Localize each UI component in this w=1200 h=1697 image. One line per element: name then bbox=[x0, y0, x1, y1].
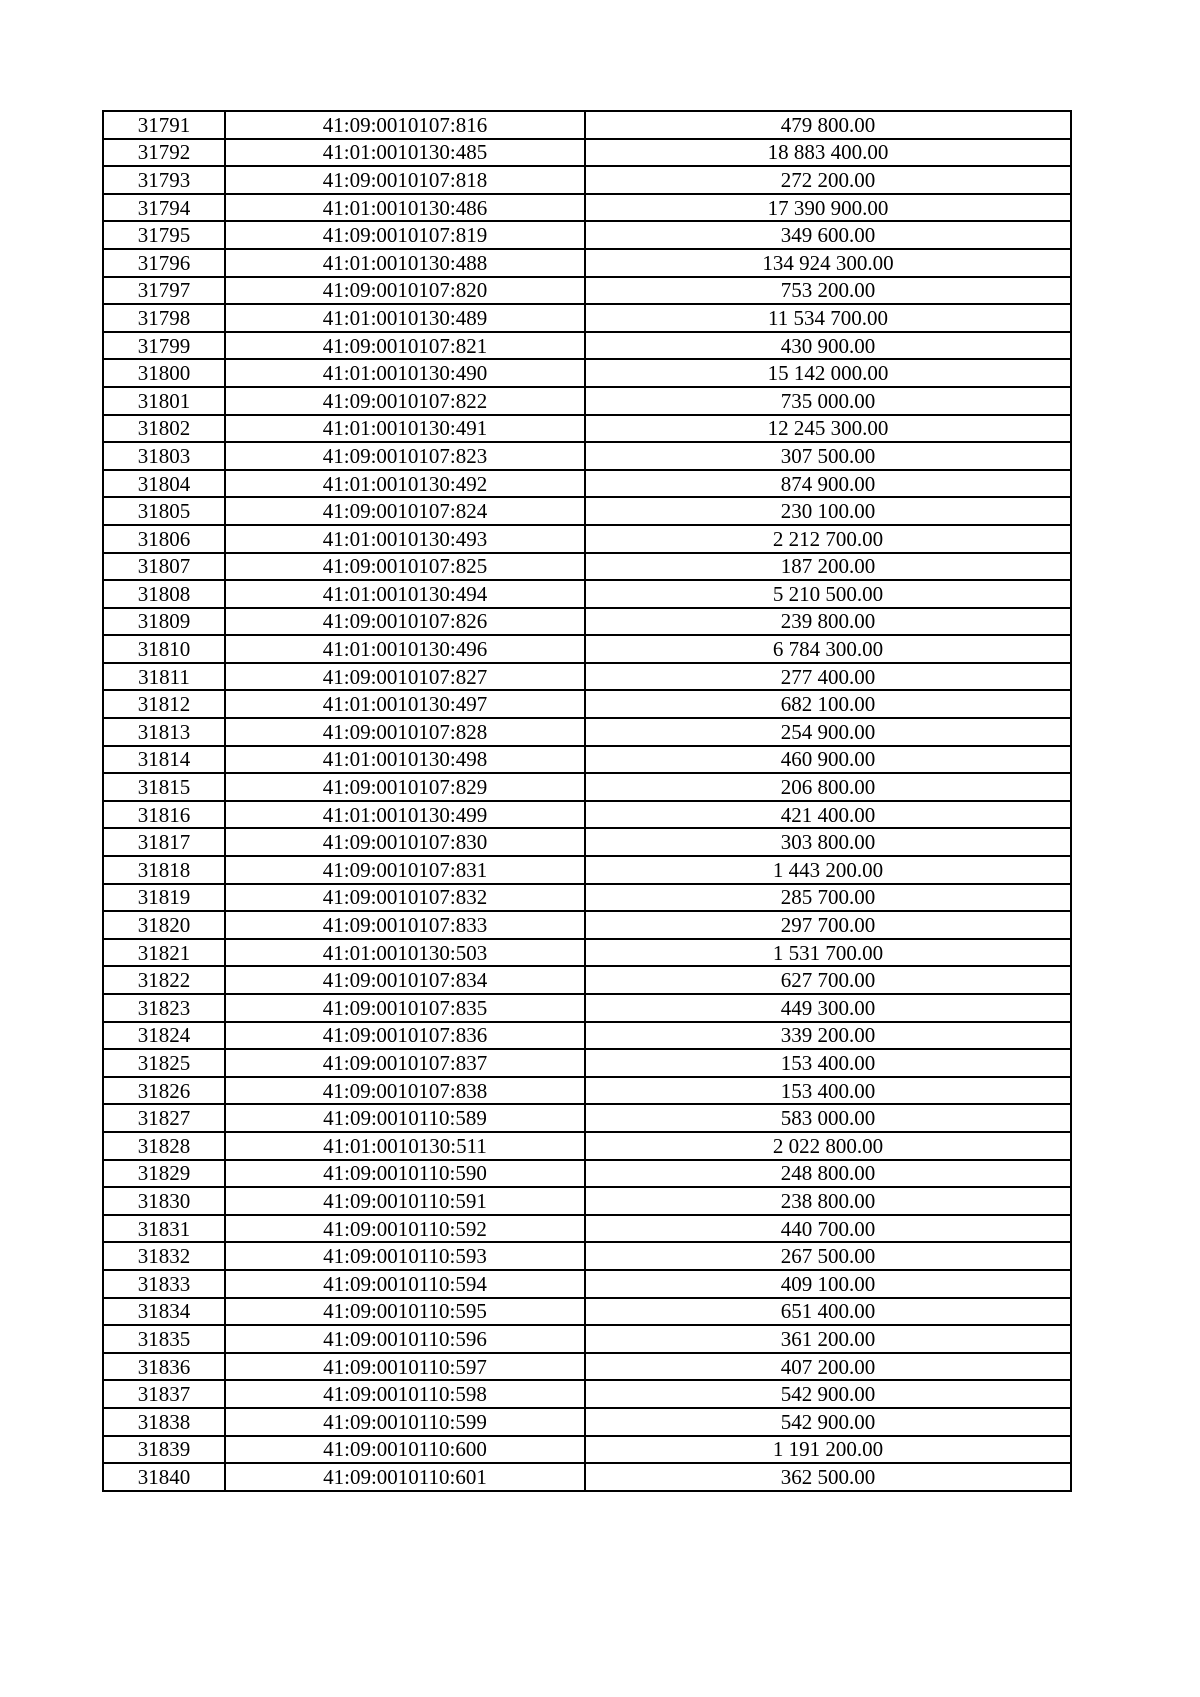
cadastral-number-cell: 41:01:0010130:492 bbox=[225, 470, 585, 498]
table-row bbox=[103, 1160, 1071, 1188]
value-cell: 1 531 700.00 bbox=[585, 939, 1071, 967]
value-cell: 874 900.00 bbox=[585, 470, 1071, 498]
value-cell: 187 200.00 bbox=[585, 553, 1071, 581]
row-number-cell: 31834 bbox=[103, 1298, 225, 1326]
cadastral-number-cell: 41:01:0010130:491 bbox=[225, 415, 585, 443]
cadastral-number-cell: 41:09:0010110:591 bbox=[225, 1187, 585, 1215]
row-number-cell: 31797 bbox=[103, 277, 225, 305]
table-row bbox=[103, 801, 1071, 829]
cadastral-number-cell: 41:09:0010110:598 bbox=[225, 1380, 585, 1408]
row-number-cell: 31809 bbox=[103, 608, 225, 636]
value-cell: 409 100.00 bbox=[585, 1270, 1071, 1298]
cadastral-number-cell: 41:09:0010107:833 bbox=[225, 911, 585, 939]
value-cell: 6 784 300.00 bbox=[585, 635, 1071, 663]
row-number-cell: 31798 bbox=[103, 304, 225, 332]
table-row bbox=[103, 1298, 1071, 1326]
cadastral-number-cell: 41:01:0010130:503 bbox=[225, 939, 585, 967]
value-cell: 134 924 300.00 bbox=[585, 249, 1071, 277]
value-cell: 267 500.00 bbox=[585, 1242, 1071, 1270]
cadastral-number-cell: 41:01:0010130:494 bbox=[225, 580, 585, 608]
cadastral-number-cell: 41:09:0010110:594 bbox=[225, 1270, 585, 1298]
value-cell: 206 800.00 bbox=[585, 773, 1071, 801]
cadastral-value-table bbox=[102, 110, 1072, 1492]
cadastral-number-cell: 41:01:0010130:499 bbox=[225, 801, 585, 829]
cadastral-number-cell: 41:09:0010107:826 bbox=[225, 608, 585, 636]
table-row bbox=[103, 690, 1071, 718]
value-cell: 440 700.00 bbox=[585, 1215, 1071, 1243]
row-number-cell: 31829 bbox=[103, 1160, 225, 1188]
cadastral-number-cell: 41:09:0010110:593 bbox=[225, 1242, 585, 1270]
row-number-cell: 31818 bbox=[103, 856, 225, 884]
value-cell: 285 700.00 bbox=[585, 884, 1071, 912]
value-cell: 153 400.00 bbox=[585, 1049, 1071, 1077]
value-cell: 17 390 900.00 bbox=[585, 194, 1071, 222]
table-row bbox=[103, 111, 1071, 139]
row-number-cell: 31836 bbox=[103, 1353, 225, 1381]
table-row bbox=[103, 249, 1071, 277]
table-row bbox=[103, 746, 1071, 774]
row-number-cell: 31800 bbox=[103, 359, 225, 387]
row-number-cell: 31824 bbox=[103, 1022, 225, 1050]
cadastral-number-cell: 41:09:0010107:827 bbox=[225, 663, 585, 691]
value-cell: 248 800.00 bbox=[585, 1160, 1071, 1188]
cadastral-number-cell: 41:09:0010107:825 bbox=[225, 553, 585, 581]
cadastral-number-cell: 41:01:0010130:511 bbox=[225, 1132, 585, 1160]
value-cell: 18 883 400.00 bbox=[585, 139, 1071, 167]
row-number-cell: 31808 bbox=[103, 580, 225, 608]
value-cell: 303 800.00 bbox=[585, 828, 1071, 856]
table-row bbox=[103, 1132, 1071, 1160]
cadastral-number-cell: 41:09:0010110:596 bbox=[225, 1325, 585, 1353]
table-row bbox=[103, 856, 1071, 884]
table-row bbox=[103, 442, 1071, 470]
cadastral-number-cell: 41:01:0010130:490 bbox=[225, 359, 585, 387]
value-cell: 12 245 300.00 bbox=[585, 415, 1071, 443]
table-row bbox=[103, 497, 1071, 525]
table-row bbox=[103, 1187, 1071, 1215]
table-row bbox=[103, 635, 1071, 663]
value-cell: 238 800.00 bbox=[585, 1187, 1071, 1215]
value-cell: 2 022 800.00 bbox=[585, 1132, 1071, 1160]
row-number-cell: 31802 bbox=[103, 415, 225, 443]
cadastral-number-cell: 41:09:0010107:824 bbox=[225, 497, 585, 525]
table-row bbox=[103, 718, 1071, 746]
table-row bbox=[103, 939, 1071, 967]
value-cell: 272 200.00 bbox=[585, 166, 1071, 194]
table-row bbox=[103, 828, 1071, 856]
table-row bbox=[103, 1242, 1071, 1270]
row-number-cell: 31822 bbox=[103, 966, 225, 994]
table-body bbox=[103, 111, 1071, 1491]
row-number-cell: 31817 bbox=[103, 828, 225, 856]
row-number-cell: 31814 bbox=[103, 746, 225, 774]
row-number-cell: 31833 bbox=[103, 1270, 225, 1298]
cadastral-number-cell: 41:09:0010107:837 bbox=[225, 1049, 585, 1077]
row-number-cell: 31826 bbox=[103, 1077, 225, 1105]
table-row bbox=[103, 1380, 1071, 1408]
cadastral-number-cell: 41:09:0010107:830 bbox=[225, 828, 585, 856]
value-cell: 153 400.00 bbox=[585, 1077, 1071, 1105]
row-number-cell: 31816 bbox=[103, 801, 225, 829]
table-row bbox=[103, 194, 1071, 222]
row-number-cell: 31811 bbox=[103, 663, 225, 691]
value-cell: 277 400.00 bbox=[585, 663, 1071, 691]
cadastral-number-cell: 41:09:0010110:599 bbox=[225, 1408, 585, 1436]
table-row bbox=[103, 1353, 1071, 1381]
row-number-cell: 31831 bbox=[103, 1215, 225, 1243]
cadastral-number-cell: 41:01:0010130:489 bbox=[225, 304, 585, 332]
row-number-cell: 31792 bbox=[103, 139, 225, 167]
table-row bbox=[103, 608, 1071, 636]
cadastral-number-cell: 41:09:0010107:829 bbox=[225, 773, 585, 801]
cadastral-number-cell: 41:09:0010107:820 bbox=[225, 277, 585, 305]
row-number-cell: 31799 bbox=[103, 332, 225, 360]
row-number-cell: 31825 bbox=[103, 1049, 225, 1077]
value-cell: 15 142 000.00 bbox=[585, 359, 1071, 387]
table-row bbox=[103, 553, 1071, 581]
value-cell: 11 534 700.00 bbox=[585, 304, 1071, 332]
cadastral-number-cell: 41:01:0010130:485 bbox=[225, 139, 585, 167]
table-row bbox=[103, 277, 1071, 305]
value-cell: 230 100.00 bbox=[585, 497, 1071, 525]
cadastral-number-cell: 41:09:0010107:836 bbox=[225, 1022, 585, 1050]
value-cell: 542 900.00 bbox=[585, 1380, 1071, 1408]
value-cell: 407 200.00 bbox=[585, 1353, 1071, 1381]
cadastral-number-cell: 41:09:0010110:592 bbox=[225, 1215, 585, 1243]
table-row bbox=[103, 1104, 1071, 1132]
table-row bbox=[103, 773, 1071, 801]
value-cell: 307 500.00 bbox=[585, 442, 1071, 470]
value-cell: 2 212 700.00 bbox=[585, 525, 1071, 553]
cadastral-number-cell: 41:01:0010130:493 bbox=[225, 525, 585, 553]
row-number-cell: 31838 bbox=[103, 1408, 225, 1436]
value-cell: 449 300.00 bbox=[585, 994, 1071, 1022]
table-row bbox=[103, 415, 1071, 443]
row-number-cell: 31840 bbox=[103, 1463, 225, 1491]
cadastral-number-cell: 41:09:0010107:816 bbox=[225, 111, 585, 139]
table-row bbox=[103, 1436, 1071, 1464]
table-row bbox=[103, 1022, 1071, 1050]
row-number-cell: 31821 bbox=[103, 939, 225, 967]
table-row bbox=[103, 1270, 1071, 1298]
cadastral-number-cell: 41:09:0010107:823 bbox=[225, 442, 585, 470]
cadastral-number-cell: 41:01:0010130:496 bbox=[225, 635, 585, 663]
row-number-cell: 31793 bbox=[103, 166, 225, 194]
cadastral-number-cell: 41:09:0010110:590 bbox=[225, 1160, 585, 1188]
cadastral-number-cell: 41:09:0010110:595 bbox=[225, 1298, 585, 1326]
row-number-cell: 31807 bbox=[103, 553, 225, 581]
table-row bbox=[103, 663, 1071, 691]
cadastral-number-cell: 41:09:0010107:838 bbox=[225, 1077, 585, 1105]
value-cell: 460 900.00 bbox=[585, 746, 1071, 774]
value-cell: 254 900.00 bbox=[585, 718, 1071, 746]
cadastral-number-cell: 41:09:0010107:819 bbox=[225, 221, 585, 249]
value-cell: 1 443 200.00 bbox=[585, 856, 1071, 884]
table-row bbox=[103, 387, 1071, 415]
row-number-cell: 31803 bbox=[103, 442, 225, 470]
table-row bbox=[103, 1077, 1071, 1105]
cadastral-number-cell: 41:01:0010130:497 bbox=[225, 690, 585, 718]
value-cell: 1 191 200.00 bbox=[585, 1436, 1071, 1464]
table-row bbox=[103, 580, 1071, 608]
value-cell: 735 000.00 bbox=[585, 387, 1071, 415]
cadastral-number-cell: 41:01:0010130:486 bbox=[225, 194, 585, 222]
cadastral-number-cell: 41:09:0010107:834 bbox=[225, 966, 585, 994]
value-cell: 682 100.00 bbox=[585, 690, 1071, 718]
cadastral-number-cell: 41:01:0010130:498 bbox=[225, 746, 585, 774]
value-cell: 583 000.00 bbox=[585, 1104, 1071, 1132]
table-row bbox=[103, 1408, 1071, 1436]
table-row bbox=[103, 304, 1071, 332]
cadastral-number-cell: 41:09:0010107:831 bbox=[225, 856, 585, 884]
row-number-cell: 31832 bbox=[103, 1242, 225, 1270]
value-cell: 430 900.00 bbox=[585, 332, 1071, 360]
cadastral-number-cell: 41:01:0010130:488 bbox=[225, 249, 585, 277]
row-number-cell: 31815 bbox=[103, 773, 225, 801]
row-number-cell: 31801 bbox=[103, 387, 225, 415]
table-row bbox=[103, 359, 1071, 387]
value-cell: 421 400.00 bbox=[585, 801, 1071, 829]
row-number-cell: 31812 bbox=[103, 690, 225, 718]
value-cell: 753 200.00 bbox=[585, 277, 1071, 305]
row-number-cell: 31791 bbox=[103, 111, 225, 139]
cadastral-number-cell: 41:09:0010110:600 bbox=[225, 1436, 585, 1464]
cadastral-number-cell: 41:09:0010110:597 bbox=[225, 1353, 585, 1381]
table-row bbox=[103, 1463, 1071, 1491]
value-cell: 479 800.00 bbox=[585, 111, 1071, 139]
value-cell: 339 200.00 bbox=[585, 1022, 1071, 1050]
cadastral-number-cell: 41:09:0010107:832 bbox=[225, 884, 585, 912]
value-cell: 362 500.00 bbox=[585, 1463, 1071, 1491]
row-number-cell: 31827 bbox=[103, 1104, 225, 1132]
row-number-cell: 31823 bbox=[103, 994, 225, 1022]
cadastral-number-cell: 41:09:0010107:821 bbox=[225, 332, 585, 360]
row-number-cell: 31796 bbox=[103, 249, 225, 277]
table-row bbox=[103, 139, 1071, 167]
table-row bbox=[103, 166, 1071, 194]
table-row bbox=[103, 911, 1071, 939]
table-row bbox=[103, 1215, 1071, 1243]
value-cell: 349 600.00 bbox=[585, 221, 1071, 249]
cadastral-number-cell: 41:09:0010110:589 bbox=[225, 1104, 585, 1132]
table-row bbox=[103, 470, 1071, 498]
table-row bbox=[103, 966, 1071, 994]
row-number-cell: 31795 bbox=[103, 221, 225, 249]
row-number-cell: 31830 bbox=[103, 1187, 225, 1215]
table-row bbox=[103, 1049, 1071, 1077]
row-number-cell: 31813 bbox=[103, 718, 225, 746]
row-number-cell: 31804 bbox=[103, 470, 225, 498]
table-row bbox=[103, 994, 1071, 1022]
value-cell: 361 200.00 bbox=[585, 1325, 1071, 1353]
table-row bbox=[103, 1325, 1071, 1353]
row-number-cell: 31839 bbox=[103, 1436, 225, 1464]
row-number-cell: 31819 bbox=[103, 884, 225, 912]
cadastral-number-cell: 41:09:0010107:828 bbox=[225, 718, 585, 746]
row-number-cell: 31837 bbox=[103, 1380, 225, 1408]
table-row bbox=[103, 221, 1071, 249]
value-cell: 5 210 500.00 bbox=[585, 580, 1071, 608]
table-row bbox=[103, 332, 1071, 360]
table-row bbox=[103, 884, 1071, 912]
value-cell: 297 700.00 bbox=[585, 911, 1071, 939]
cadastral-number-cell: 41:09:0010107:822 bbox=[225, 387, 585, 415]
row-number-cell: 31794 bbox=[103, 194, 225, 222]
table-row bbox=[103, 525, 1071, 553]
cadastral-number-cell: 41:09:0010107:818 bbox=[225, 166, 585, 194]
row-number-cell: 31820 bbox=[103, 911, 225, 939]
row-number-cell: 31835 bbox=[103, 1325, 225, 1353]
value-cell: 239 800.00 bbox=[585, 608, 1071, 636]
row-number-cell: 31810 bbox=[103, 635, 225, 663]
cadastral-number-cell: 41:09:0010110:601 bbox=[225, 1463, 585, 1491]
value-cell: 542 900.00 bbox=[585, 1408, 1071, 1436]
row-number-cell: 31805 bbox=[103, 497, 225, 525]
row-number-cell: 31828 bbox=[103, 1132, 225, 1160]
cadastral-number-cell: 41:09:0010107:835 bbox=[225, 994, 585, 1022]
value-cell: 651 400.00 bbox=[585, 1298, 1071, 1326]
row-number-cell: 31806 bbox=[103, 525, 225, 553]
value-cell: 627 700.00 bbox=[585, 966, 1071, 994]
